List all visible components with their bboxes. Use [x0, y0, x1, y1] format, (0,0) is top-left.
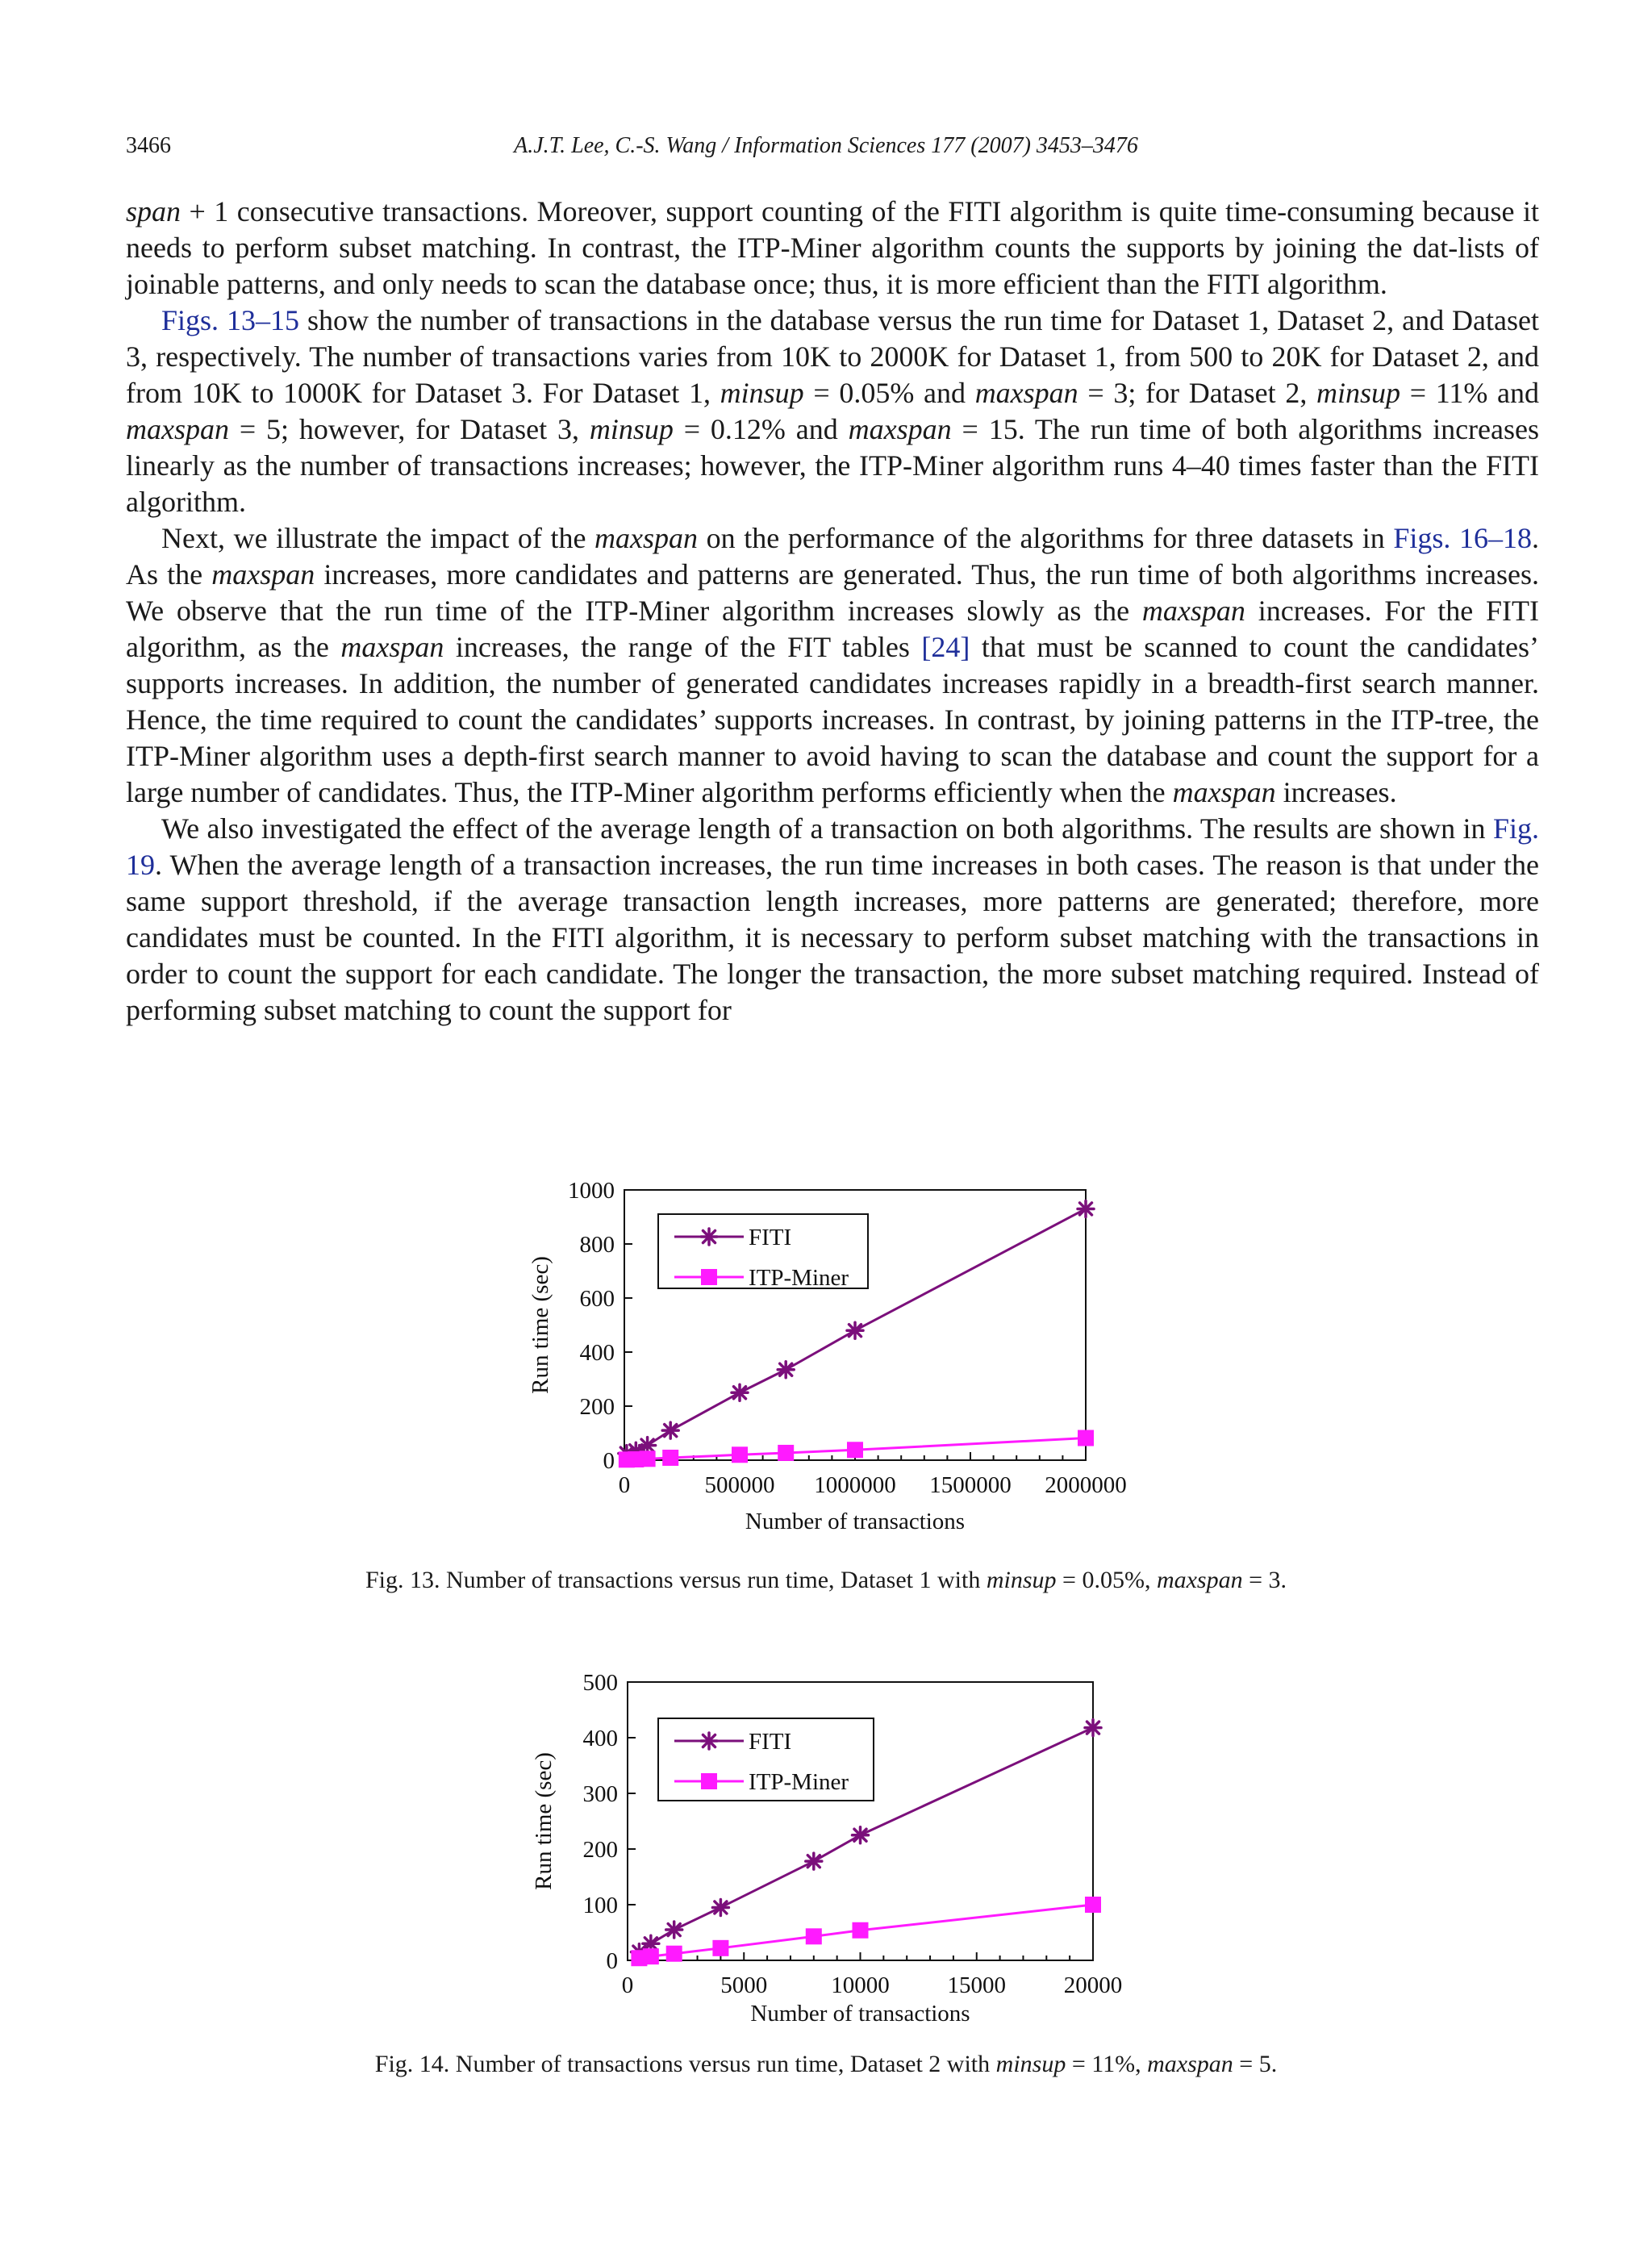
link-fig-19[interactable]: Fig. 19 [126, 812, 1539, 881]
series-itp-miner [619, 1430, 1094, 1468]
x-axis-label: Number of transactions [745, 1509, 966, 1534]
x-tick-label: 0 [621, 1972, 634, 1998]
figure-13 [0, 1162, 1652, 1597]
data-point-square [853, 1922, 869, 1939]
data-point-square [1085, 1897, 1101, 1913]
caption-fig14: Fig. 14. Number of transactions versus run time, Dataset 2 with minsup = 11%, maxspan = 5. [374, 2051, 1278, 2077]
legend-marker-star [701, 1733, 717, 1749]
legend-label: FITI [749, 1729, 792, 1755]
link-figs-16-18[interactable]: Figs. 16–18 [1393, 522, 1532, 554]
data-point-square [806, 1928, 822, 1944]
data-point-square [712, 1940, 728, 1956]
y-axis-label: Run time (sec) [528, 1256, 553, 1394]
paragraph-4: We also investigated the effect of the average length of a transaction on both algorithms. The results are shown in Fig. 19. When the average length of a transaction increases, the run time increases in both cases. The reason is that under the same support threshold, if the average transaction length increases, more patterns are generated; therefore, more candidates must be counted. In the FITI algorithm, it is necessary to perform subset matching with the transactions in order to count the support for each candidate. The longer the transaction, the more subset matching required. Instead of performing subset matching to count the support for [126, 812, 1539, 1026]
legend-marker-square [701, 1773, 717, 1789]
data-point-star [662, 1422, 678, 1438]
data-point-square [643, 1948, 659, 1964]
y-tick-label: 500 [582, 1670, 618, 1696]
paragraph-2: Figs. 13–15 show the number of transactions in the database versus the run time for Dataset 1, Dataset 2, and Dataset 3, respectively. The number of transactions varies from 10K to 2000K for Dataset 1, from 500 to 20K for Dataset 2, and from 10K to 1000K for Dataset 3. For Dataset 1, minsup = 0.05% and maxspan = 3; for Dataset 2, minsup = 11% and maxspan = 5; however, for Dataset 3, minsup = 0.12% and maxspan = 15. The run time of both algorithms increases linearly as the number of transactions increases; however, the ITP-Miner algorithm runs 4–40 times faster than the FITI algorithm. [126, 304, 1540, 518]
y-tick-label: 200 [579, 1394, 615, 1420]
y-tick-label: 200 [582, 1837, 618, 1863]
y-tick-label: 800 [579, 1232, 615, 1258]
data-point-square [778, 1445, 794, 1461]
data-point-star [1078, 1200, 1094, 1217]
x-tick-label: 0 [618, 1472, 631, 1498]
paragraph-1: span + 1 consecutive transactions. Moreover, support counting of the FITI algorithm is quite time-consuming because it needs to perform subset matching. In contrast, the ITP-Miner algorithm counts the supports by joining the dat-lists of joinable patterns, and only needs to scan the database once; thus, it is more efficient than the FITI algorithm. [126, 195, 1539, 300]
data-point-star [847, 1322, 863, 1338]
running-head: A.J.T. Lee, C.-S. Wang / Information Sciences 177 (2007) 3453–3476 [514, 133, 1138, 158]
y-tick-label: 300 [582, 1781, 618, 1807]
y-tick-label: 400 [579, 1340, 615, 1366]
data-point-square [666, 1946, 682, 1962]
data-point-square [732, 1446, 748, 1463]
x-tick-label: 10000 [831, 1972, 890, 1998]
paragraph-3: Next, we illustrate the impact of the maxspan on the performance of the algorithms for three datasets in Figs. 16–18. As the maxspan increases, more candidates and patterns are generated. Thus, the run time of both algorithms increases. We observe that the run time of the ITP-Miner algorithm increases slowly as the maxspan increases. For the FITI algorithm, as the maxspan increases, the range of the FIT tables [24] that must be scanned to count the candidates’ supports increases. In addition, the number of generated candidates increases rapidly in a breadth-first search manner. Hence, the time required to count the candidates’ supports increases. In contrast, by joining patterns in the ITP-tree, the ITP-Miner algorithm uses a depth-first search manner to avoid having to scan the database and count the support for a large number of candidates. Thus, the ITP-Miner algorithm performs efficiently when the maxspan increases. [126, 522, 1540, 808]
data-point-star [853, 1827, 869, 1843]
data-point-star [778, 1362, 794, 1378]
data-point-square [662, 1450, 678, 1466]
x-tick-label: 500000 [704, 1472, 775, 1498]
page-number: 3466 [126, 133, 171, 158]
y-tick-label: 400 [582, 1726, 618, 1751]
series-itp-miner [631, 1897, 1101, 1966]
y-tick-label: 0 [603, 1448, 615, 1474]
caption-fig13: Fig. 13. Number of transactions versus run time, Dataset 1 with minsup = 0.05%, maxspan = 3. [365, 1567, 1287, 1593]
chart-fig14 [0, 1662, 1652, 2049]
x-tick-label: 15000 [947, 1972, 1006, 1998]
y-tick-label: 1000 [568, 1178, 615, 1204]
y-tick-label: 600 [579, 1286, 615, 1312]
y-axis-label: Run time (sec) [531, 1752, 557, 1890]
legend-label: ITP-Miner [749, 1265, 849, 1291]
data-point-square [1078, 1430, 1094, 1446]
y-tick-label: 0 [606, 1948, 618, 1974]
legend-marker-square [701, 1269, 717, 1285]
figure-14 [0, 1662, 1652, 2097]
legend-marker-star [701, 1229, 717, 1245]
legend-label: FITI [749, 1225, 792, 1250]
legend-label: ITP-Miner [749, 1769, 849, 1795]
data-point-square [640, 1450, 656, 1467]
x-axis-label: Number of transactions [750, 2001, 970, 2027]
data-point-star [712, 1899, 728, 1915]
link-figs-13-15[interactable]: Figs. 13–15 [161, 304, 300, 336]
body-text [126, 194, 1539, 1029]
data-point-star [1085, 1720, 1101, 1736]
x-tick-label: 2000000 [1045, 1472, 1127, 1498]
y-tick-label: 100 [582, 1893, 618, 1918]
data-point-star [732, 1384, 748, 1400]
x-tick-label: 20000 [1063, 1972, 1123, 1998]
x-tick-label: 1000000 [814, 1472, 896, 1498]
x-tick-label: 1500000 [929, 1472, 1012, 1498]
chart-fig13 [0, 1162, 1652, 1565]
x-tick-label: 5000 [720, 1972, 768, 1998]
data-point-square [847, 1442, 863, 1458]
link-ref-24[interactable]: [24] [921, 631, 970, 663]
data-point-star [806, 1853, 822, 1869]
data-point-star [666, 1922, 682, 1938]
